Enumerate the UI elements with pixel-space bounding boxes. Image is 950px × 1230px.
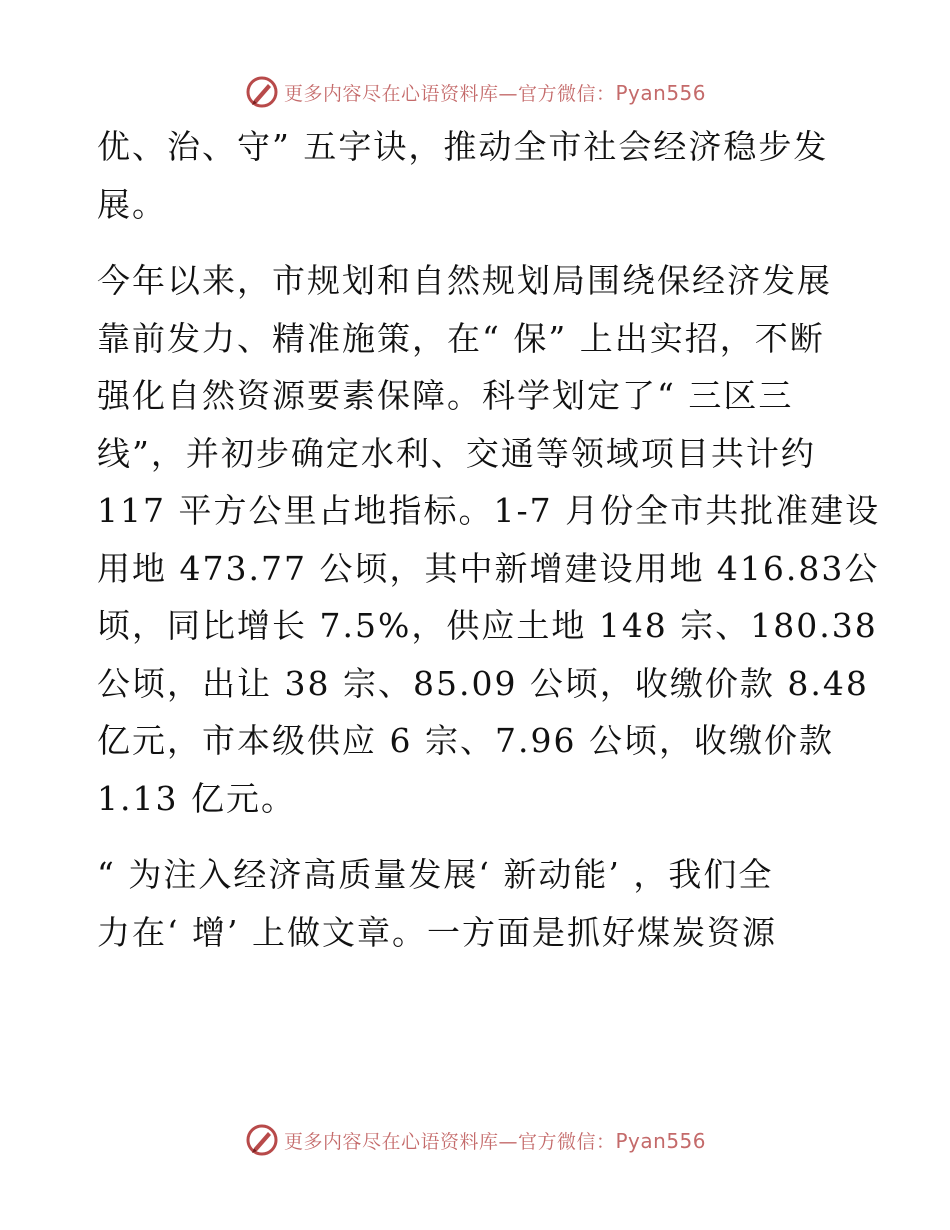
watermark-text [284,79,706,106]
text-line: 优、治、守” 五字诀，推动全市社会经济稳步发 [97,127,829,166]
paragraph-3 [97,846,857,961]
text-line: “ 为注入经济高质量发展‘ 新动能’ ，我们全 [97,855,774,894]
footer-watermark [0,1120,950,1160]
watermark-account: Pyan556 [615,80,707,105]
watermark-account: Pyan556 [615,1128,707,1153]
paragraph-2 [97,252,881,827]
text-line: 顷，同比增长 7.5%，供应土地 148 宗、180.38 [97,606,878,645]
text-line: 用地 473.77 公顷，其中新增建设用地 416.83公 [97,548,880,588]
watermark-label: 更多内容尽在心语资料库—官方微信： [283,82,616,105]
text-line: 亿元，市本级供应 6 宗、7.96 公顷，收缴价款 [97,721,834,760]
pen-logo-icon [244,1122,280,1158]
text-line: 117 平方公里占地指标。1-7 月份全市共批准建设 [97,491,881,530]
text-line: 力在‘ 增’ 上做文章。一方面是抓好煤炭资源 [97,912,777,952]
document-body [97,118,881,961]
text-line: 1.13 亿元。 [97,778,296,818]
text-line: 展。 [97,184,167,224]
watermark-text [284,1127,706,1154]
watermark-label: 更多内容尽在心语资料库—官方微信： [283,1130,616,1153]
header-watermark [0,72,950,112]
text-line: 线”，并初步确定水利、交通等领域项目共计约 [97,433,816,473]
paragraph-1 [97,118,857,233]
text-line: 公顷，出让 38 宗、85.09 公顷，收缴价款 8.48 [97,663,869,703]
text-line: 强化自然资源要素保障。科学划定了“ 三区三 [97,376,794,415]
text-line: 靠前发力、精准施策，在“ 保” 上出实招，不断 [97,318,825,358]
pen-logo-icon [244,74,280,110]
text-line: 今年以来，市规划和自然规划局围绕保经济发展 [97,261,832,300]
